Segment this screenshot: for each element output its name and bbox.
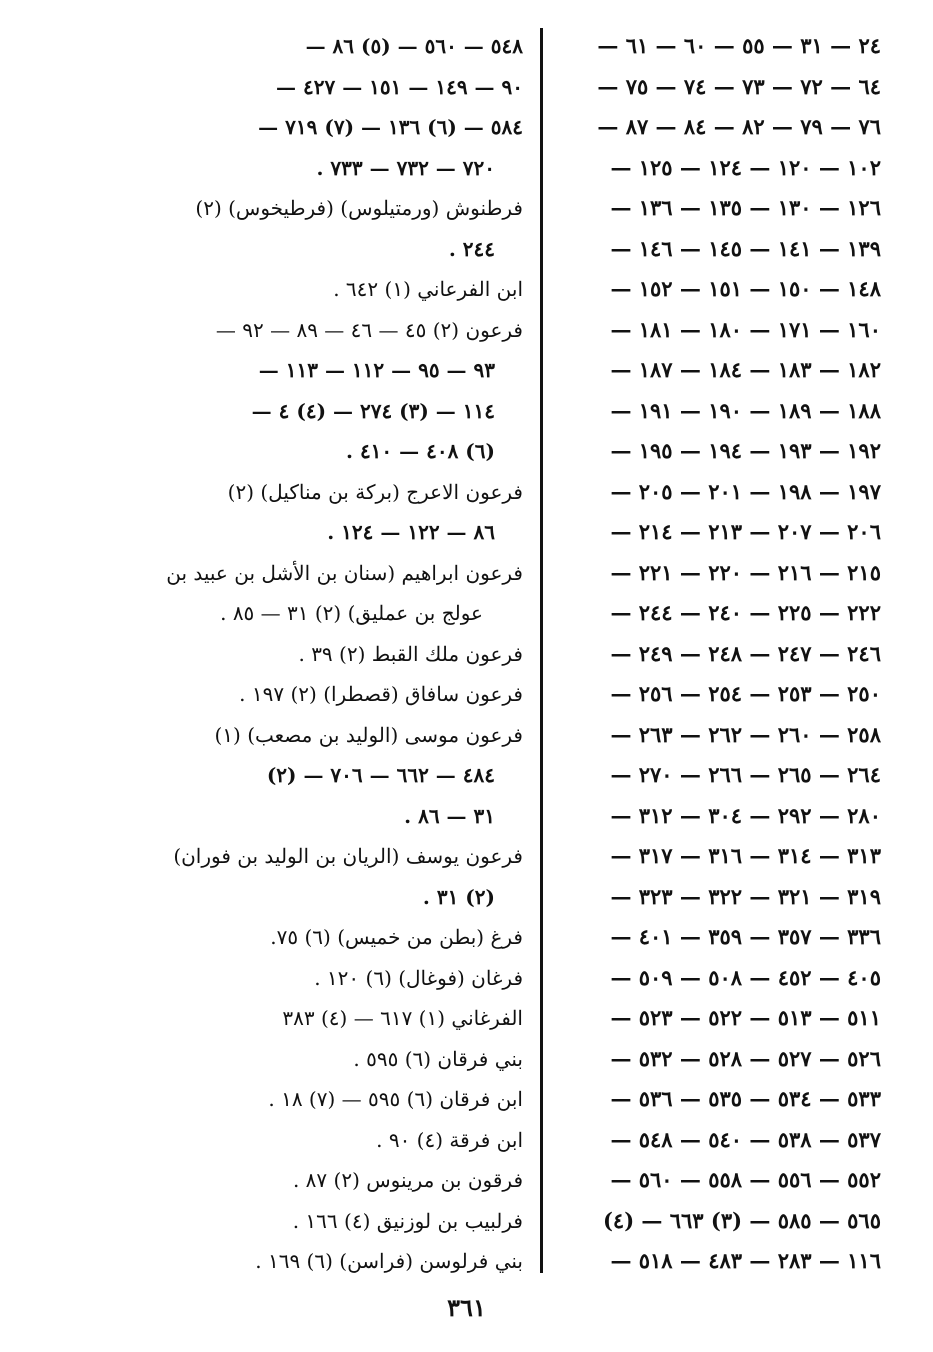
index-line: ٢٤ — ٣١ — ٥٥ — ٦٠ — ٦١ — xyxy=(597,33,881,58)
index-line: ٢٤٤ . xyxy=(448,236,495,261)
index-line: ٥٣٣ — ٥٣٤ — ٥٣٥ — ٥٣٦ — xyxy=(610,1086,881,1111)
index-entry: فرقون بن مرينوس (٢) ٨٧ . xyxy=(292,1168,523,1192)
index-line: ٥٦٥ — ٥٨٥ — (٣) ٦٦٣ — (٤) xyxy=(602,1207,881,1233)
index-entry: فرعون الاعرج (بركة بن مناكيل) (٢) xyxy=(227,479,523,504)
index-line: ١٦٠ — ١٧١ — ١٨٠ — ١٨١ — xyxy=(610,316,881,342)
page-numbers-column xyxy=(551,26,881,1282)
index-line: (٦) ٤٠٨ — ٤١٠ . xyxy=(346,439,495,463)
index-entry: ابن الفرعاني (١) ٦٤٢ . xyxy=(333,277,523,301)
index-line: ١٨٢ — ١٨٣ — ١٨٤ — ١٨٧ — xyxy=(610,357,881,382)
index-line: ١١٦ — ٢٨٣ — ٤٨٣ — ٥١٨ — xyxy=(610,1248,881,1273)
index-line: ٣١٣ — ٣١٤ — ٣١٦ — ٣١٧ — xyxy=(610,843,881,868)
index-line: ١٤٨ — ١٥٠ — ١٥١ — ١٥٢ — xyxy=(610,276,881,301)
index-line: ٥٣٧ — ٥٣٨ — ٥٤٠ — ٥٤٨ — xyxy=(610,1126,881,1152)
index-line: ٤٨٤ — ٦٦٢ — ٧٠٦ — (٢) xyxy=(266,763,495,787)
index-line: ٢٥٨ — ٢٦٠ — ٢٦٢ — ٢٦٣ — xyxy=(610,721,881,747)
index-line: ٢٨٠ — ٢٩٢ — ٣٠٤ — ٣١٢ — xyxy=(610,802,881,828)
index-line: ٥٤٨ — ٥٦٠ — (٥) ٨٦ — xyxy=(305,34,523,58)
index-entry: فرلبيب بن لوزنيق (٤) ١٦٦ . xyxy=(292,1208,523,1233)
column-divider xyxy=(540,28,543,1273)
index-line: ٨٦ — ١٢٢ — ١٢٤ . xyxy=(327,520,495,544)
index-line: ٣٣٦ — ٣٥٧ — ٣٥٩ — ٤٠١ — xyxy=(610,924,881,949)
index-entry: ابن فرقة (٤) ٩٠ . xyxy=(376,1127,523,1152)
index-line: ٢٠٦ — ٢٠٧ — ٢١٣ — ٢١٤ — xyxy=(610,519,881,544)
index-entry: فرعون موسى (الوليد بن مصعب) (١) xyxy=(214,722,523,747)
index-line: ١٩٢ — ١٩٣ — ١٩٤ — ١٩٥ — xyxy=(610,438,881,463)
index-line: ٥٢٦ — ٥٢٧ — ٥٢٨ — ٥٣٢ — xyxy=(610,1045,881,1071)
index-entry: فرعون ابراهيم (سنان بن الأشل بن عبيد بن xyxy=(166,560,523,585)
index-line: ٧٢٠ — ٧٣٢ — ٧٣٣ . xyxy=(316,155,495,180)
index-line: ٤٠٥ — ٤٥٢ — ٥٠٨ — ٥٠٩ — xyxy=(610,964,881,990)
index-line: ١٣٩ — ١٤١ — ١٤٥ — ١٤٦ — xyxy=(610,235,881,261)
index-line: ٢٦٤ — ٢٦٥ — ٢٦٦ — ٢٧٠ — xyxy=(610,762,881,787)
page-number: ٣٦١ xyxy=(447,1293,486,1322)
index-line: ٢٢٢ — ٢٢٥ — ٢٤٠ — ٢٤٤ — xyxy=(610,600,881,625)
index-line: ١٩٧ — ١٩٨ — ٢٠١ — ٢٠٥ — xyxy=(610,478,881,504)
index-line: ١٢٦ — ١٣٠ — ١٣٥ — ١٣٦ — xyxy=(610,195,881,220)
index-entry: فرعون (٢) ٤٥ — ٤٦ — ٨٩ — ٩٢ — xyxy=(215,317,523,342)
index-line: ٥٨٤ — (٦) ١٣٦ — (٧) ٧١٩ — xyxy=(258,115,523,139)
index-line: ٢٥٠ — ٢٥٣ — ٢٥٤ — ٢٥٦ — xyxy=(610,681,881,706)
index-line: ٥١١ — ٥١٣ — ٥٢٢ — ٥٢٣ — xyxy=(610,1005,881,1030)
index-line: ٢٤٦ — ٢٤٧ — ٢٤٨ — ٢٤٩ — xyxy=(610,640,881,666)
index-line: ٧٦ — ٧٩ — ٨٢ — ٨٤ — ٨٧ — xyxy=(597,114,881,139)
index-entry: فرعون يوسف (الريان بن الوليد بن فوران) xyxy=(173,844,523,868)
index-entry: بني فرلوسن (فراسن) (٦) ١٦٩ . xyxy=(255,1249,523,1273)
index-entry: فرغان (فوغال) (٦) ١٢٠ . xyxy=(314,965,523,990)
index-entry: ابن فرقان (٦) ٥٩٥ — (٧) ١٨ . xyxy=(268,1087,523,1111)
index-line: ١٠٢ — ١٢٠ — ١٢٤ — ١٢٥ — xyxy=(610,154,881,180)
index-entry: فرعون سافاق (قصطرا) (٢) ١٩٧ . xyxy=(239,682,523,706)
index-entry: فرعون ملك القبط (٢) ٣٩ . xyxy=(298,641,523,666)
index-line: ٦٤ — ٧٢ — ٧٣ — ٧٤ — ٧٥ — xyxy=(597,73,881,99)
index-line: ٩٠ — ١٤٩ — ١٥١ — ٤٢٧ — xyxy=(276,74,523,99)
index-entry: بني فرقان (٦) ٥٩٥ . xyxy=(353,1046,523,1071)
index-line: ٣١ — ٨٦ . xyxy=(404,803,495,828)
index-line: (٢) ٣١ . xyxy=(422,884,495,909)
index-line: ١١٤ — (٣) ٢٧٤ — (٤) ٤ — xyxy=(251,398,495,423)
index-line: ٢١٥ — ٢١٦ — ٢٢٠ — ٢٢١ — xyxy=(610,559,881,585)
index-line: ٩٣ — ٩٥ — ١١٢ — ١١٣ — xyxy=(258,358,495,382)
index-line: ١٨٨ — ١٨٩ — ١٩٠ — ١٩١ — xyxy=(610,397,881,423)
index-entry: الفرغاني (١) ٦١٧ — (٤) ٣٨٣ xyxy=(282,1006,523,1030)
index-entry: فرغ (بطن من خميس) (٦) ٧٥. xyxy=(270,925,523,949)
index-line: ٥٥٢ — ٥٥٦ — ٥٥٨ — ٥٦٠ — xyxy=(610,1167,881,1192)
index-line: ٣١٩ — ٣٢١ — ٣٢٢ — ٣٢٣ — xyxy=(610,883,881,909)
index-entries-column xyxy=(163,26,523,1282)
index-entry: فرطنوش (ورمتيلوس) (فرطيخوس) (٢) xyxy=(195,196,523,220)
index-line: عولج بن عمليق) (٢) ٣١ — ٨٥ . xyxy=(220,601,483,625)
